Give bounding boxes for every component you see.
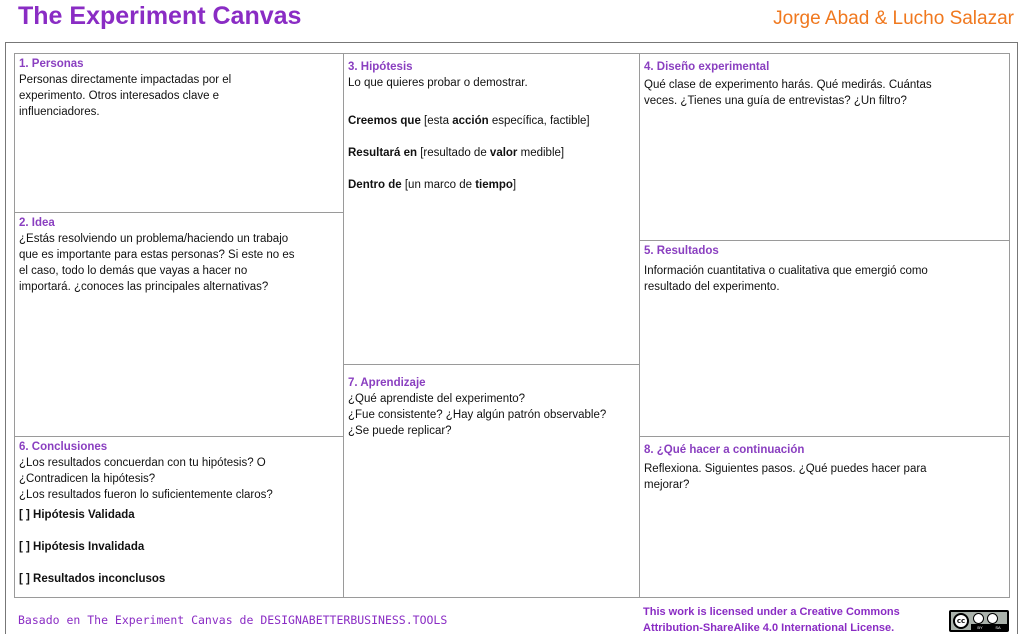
box-text xyxy=(348,391,635,439)
box-title: 1. Personas xyxy=(19,58,84,70)
badge-by: BY xyxy=(977,624,983,630)
box-text xyxy=(19,231,339,295)
badge-sa: SA xyxy=(995,624,1001,630)
text-line: importará. ¿conoces las principales alternativas? xyxy=(19,281,269,293)
box-title: 3. Hipótesis xyxy=(348,61,413,73)
box-text xyxy=(644,461,1005,493)
text-line: el caso, todo lo demás que vayas a hacer no xyxy=(19,265,248,277)
text-line: ¿Contradicen la hipótesis? xyxy=(19,473,156,485)
box-title: 6. Conclusiones xyxy=(19,441,108,453)
text-line: ¿Los resultados concuerdan con tu hipótesis? O xyxy=(19,457,266,469)
statement-dentro: Dentro de [un marco de tiempo] xyxy=(348,179,517,191)
text-line: influenciadores. xyxy=(19,106,100,118)
text-line: resultado del experimento. xyxy=(644,281,780,293)
text-line: experimento. Otros interesados clave e xyxy=(19,90,220,102)
checkbox-validada[interactable]: [ ] Hipótesis Validada xyxy=(19,509,135,521)
canvas-title: The Experiment Canvas xyxy=(18,2,302,30)
box-text xyxy=(19,72,339,120)
authors: Jorge Abad & Lucho Salazar xyxy=(773,8,1014,29)
sa-icon xyxy=(987,613,998,624)
cc-license-badge[interactable] xyxy=(949,610,1009,632)
statement-resultara: Resultará en [resultado de valor medible] xyxy=(348,147,565,159)
box-siguiente xyxy=(639,436,1010,598)
box-title: 5. Resultados xyxy=(644,245,719,257)
text-line: Lo que quieres probar o demostrar. xyxy=(348,77,528,89)
text-line: ¿Se puede replicar? xyxy=(348,425,452,437)
by-icon xyxy=(973,613,984,624)
header xyxy=(0,0,1024,40)
text-line: ¿Estás resolviendo un problema/haciendo un trabajo xyxy=(19,233,289,245)
text-line: mejorar? xyxy=(644,479,690,491)
box-idea xyxy=(14,212,344,437)
box-conclusiones xyxy=(14,436,344,598)
box-diseno xyxy=(639,53,1010,241)
text-line: ¿Qué aprendiste del experimento? xyxy=(348,393,526,405)
box-hipotesis xyxy=(343,53,640,365)
text-line: ¿Los resultados fueron lo suficientemente claros? xyxy=(19,489,273,501)
box-text xyxy=(19,455,339,587)
license-text[interactable] xyxy=(643,604,900,636)
text-line: veces. ¿Tienes una guía de entrevistas? ¿Un filtro? xyxy=(644,95,907,107)
license-line: This work is licensed under a Creative Commons xyxy=(643,606,900,618)
statement-creemos: Creemos que [esta acción específica, factible] xyxy=(348,115,590,127)
box-title: 7. Aprendizaje xyxy=(348,377,426,389)
box-resultados xyxy=(639,240,1010,437)
text-line: Qué clase de experimento harás. Qué medirás. Cuántas xyxy=(644,79,932,91)
checkbox-inconclusos[interactable]: [ ] Resultados inconclusos xyxy=(19,573,166,585)
box-title: 4. Diseño experimental xyxy=(644,61,770,73)
text-line: ¿Fue consistente? ¿Hay algún patrón observable? xyxy=(348,409,607,421)
box-personas xyxy=(14,53,344,213)
box-text xyxy=(644,77,1005,109)
box-aprendizaje xyxy=(343,364,640,598)
box-text xyxy=(348,75,635,193)
text-line: Personas directamente impactadas por el xyxy=(19,74,232,86)
text-line: Reflexiona. Siguientes pasos. ¿Qué puedes hacer para xyxy=(644,463,927,475)
box-text xyxy=(644,263,1005,295)
badge-strip xyxy=(971,624,1007,630)
credit-text: Basado en The Experiment Canvas de DESIGNABETTERBUSINESS.TOOLS xyxy=(18,613,448,627)
cc-icon: cc xyxy=(953,613,969,629)
text-line: que es importante para estas personas? Si este no es xyxy=(19,249,295,261)
checkbox-invalidada[interactable]: [ ] Hipótesis Invalidada xyxy=(19,541,145,553)
text-line: Información cuantitativa o cualitativa que emergió como xyxy=(644,265,928,277)
box-title: 2. Idea xyxy=(19,217,55,229)
license-line: Attribution-ShareAlike 4.0 International License. xyxy=(643,622,895,634)
box-title: 8. ¿Qué hacer a continuación xyxy=(644,444,805,456)
